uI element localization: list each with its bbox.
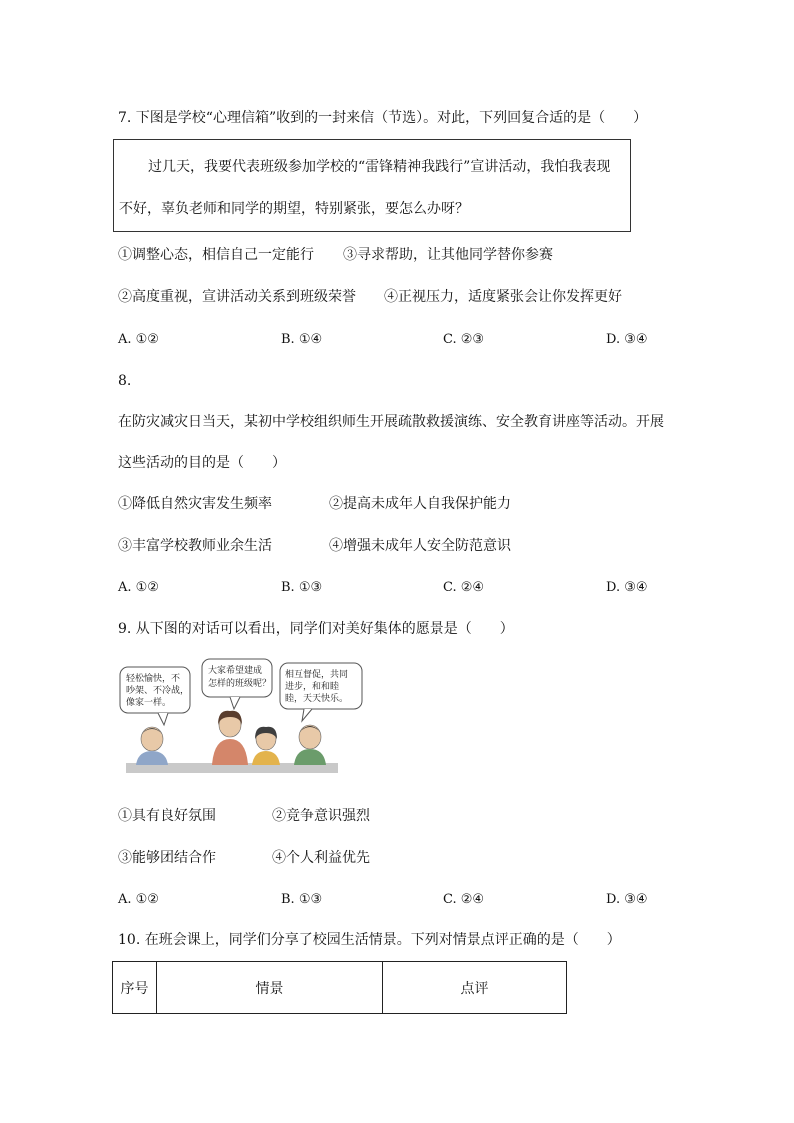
bubble-left-line1: 轻松愉快，不 [126,674,181,684]
q7-letter-line2: 不好，辜负老师和同学的期望，特别紧张，要怎么办呀？ [119,201,469,217]
bubble-right-line2: 进步，和和睦 [285,682,340,692]
q7-letter-line1: 过几天，我要代表班级参加学校的“雷锋精神我践行”宣讲活动，我怕我表现 [148,159,611,175]
q9-item1: ①具有良好氛围 [118,808,216,824]
classroom-dialogue-illustration [118,655,368,783]
q8-stem-line2: 这些活动的目的是（ ） [118,455,286,471]
q8-item4: ④增强未成年人安全防范意识 [329,538,511,554]
table-header-row [113,962,567,1014]
speech-bubble-left [120,667,190,725]
table-header-number: 序号 [113,962,157,1014]
q7-choice-d: D. ③④ [606,332,648,347]
speech-bubble-right [280,663,362,721]
q9-choice-a: A. ①② [118,892,159,907]
q7-item2: ②高度重视，宣讲活动关系到班级荣誉 [118,289,356,305]
student-boy-left [136,727,168,765]
bubble-mid-line1: 大家希望建成 [208,666,263,676]
q7-choice-b: B. ①④ [281,332,323,347]
q7-choice-a: A. ①② [118,332,159,347]
q10-table [112,961,567,1014]
q8-item1: ①降低自然灾害发生频率 [118,496,272,512]
student-boy-right [294,725,326,765]
bubble-right-line1: 相互督促，共同 [285,670,349,680]
q8-choice-a: A. ①② [118,580,159,595]
q7-item4: ④正视压力，适度紧张会让你发挥更好 [384,289,622,305]
q8-item2: ②提高未成年人自我保护能力 [329,496,511,512]
q8-choice-c: C. ②④ [443,580,485,595]
q9-stem: 9. 从下图的对话可以看出，同学们对美好集体的愿景是（ ） [118,621,514,637]
bubble-left-line2: 吵架、不冷战， [126,686,190,696]
q7-stem: 7. 下图是学校“心理信箱”收到的一封来信（节选）。对此，下列回复合适的是（ ） [118,110,648,126]
q7-item3: ③寻求帮助，让其他同学替你参赛 [343,247,553,263]
q8-choice-b: B. ①③ [281,580,323,595]
q8-stem-line1: 在防灾减灾日当天，某初中学校组织师生开展疏散救援演练、安全教育讲座等活动。开展 [118,414,664,430]
bubble-right-line3: 睦，天天快乐。 [285,694,349,704]
student-girl-standing [212,711,248,765]
speech-bubble-middle [202,659,272,709]
q9-choice-d: D. ③④ [606,892,648,907]
q8-item3: ③丰富学校教师业余生活 [118,538,272,554]
bubble-left-line3: 像家一样。 [126,698,172,708]
q8-choice-d: D. ③④ [606,580,648,595]
q8-number: 8. [118,373,132,389]
q10-stem: 10. 在班会课上，同学们分享了校园生活情景。下列对情景点评正确的是（ ） [118,932,621,948]
table-header-comment: 点评 [383,962,567,1014]
q9-item2: ②竞争意识强烈 [272,808,370,824]
q7-letter-box [113,139,631,232]
q7-choice-c: C. ②③ [443,332,485,347]
table-header-scenario: 情景 [157,962,383,1014]
bubble-mid-line2: 怎样的班级呢？ [208,679,272,689]
q9-choice-c: C. ②④ [443,892,485,907]
student-girl-sitting [252,727,280,765]
q7-item1: ①调整心态，相信自己一定能行 [118,247,314,263]
q9-choice-b: B. ①③ [281,892,323,907]
q9-item3: ③能够团结合作 [118,850,216,866]
q9-item4: ④个人利益优先 [272,850,370,866]
